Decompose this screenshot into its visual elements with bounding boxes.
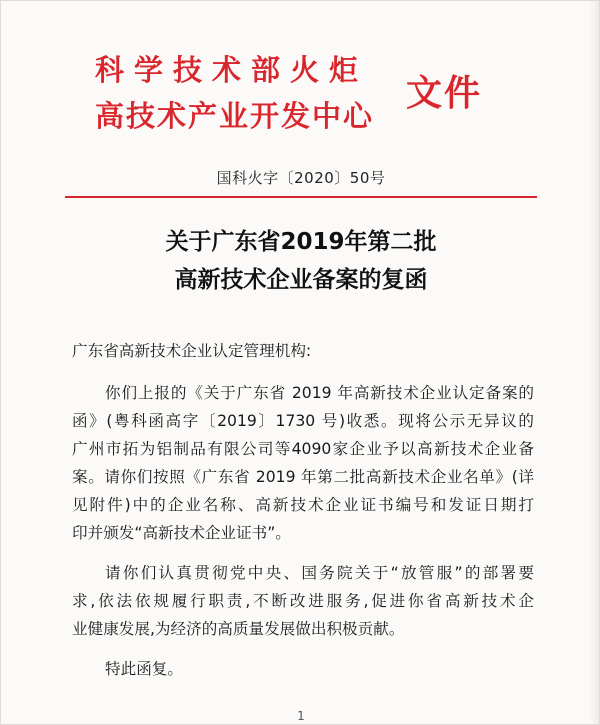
paragraph-1-line: 函》(粤科函高字〔2019〕1730 号)收悉。现将公示无异议的 [72, 412, 534, 430]
paragraph-2-line: 请你们认真贯彻党中央、国务院关于“放管服”的部署要 [105, 564, 534, 582]
paragraph-1 [72, 379, 534, 547]
paragraph-2-line: 业健康发展,为经济的高质量发展做出积极贡献。 [72, 620, 405, 638]
document-body [72, 337, 534, 683]
paragraph-1-line: 见附件)中的企业名称、高新技术企业证书编号和发证日期打 [72, 496, 534, 514]
paragraph-1-line: 案。请你们按照《广东省 2019 年第二批高新技术企业名单》(详 [72, 468, 534, 486]
salutation: 广东省高新技术企业认定管理机构: [72, 342, 312, 360]
red-separator-line [65, 196, 537, 198]
title-line-2: 高新技术企业备案的复函 [174, 267, 428, 293]
document-title [1, 223, 600, 299]
paragraph-1-line: 广州市拓为铝制品有限公司等4090家企业予以高新技术企业备 [72, 440, 534, 458]
organization-name-line-2: 高技术产业开发中心 [95, 99, 375, 133]
document-number: 国科火字〔2020〕50号 [216, 169, 386, 187]
closing-remark: 特此函复。 [105, 660, 183, 678]
paragraph-2 [72, 559, 534, 643]
page-edge-shadow [589, 1, 599, 725]
issuing-organization [95, 47, 395, 139]
title-line-1: 关于广东省2019年第二批 [165, 229, 437, 255]
paragraph-2-line: 求,依法依规履行职责,不断改进服务,促进你省高新技术企 [72, 592, 534, 610]
organization-name-line-1: 科学技术部火炬 [95, 53, 369, 87]
document-type-label: 文件 [406, 73, 483, 114]
page-number: 1 [297, 709, 305, 723]
paragraph-1-line: 印并颁发“高新技术企业证书”。 [72, 524, 291, 542]
paragraph-1-line: 你们上报的《关于广东省 2019 年高新技术企业认定备案的 [105, 384, 534, 402]
